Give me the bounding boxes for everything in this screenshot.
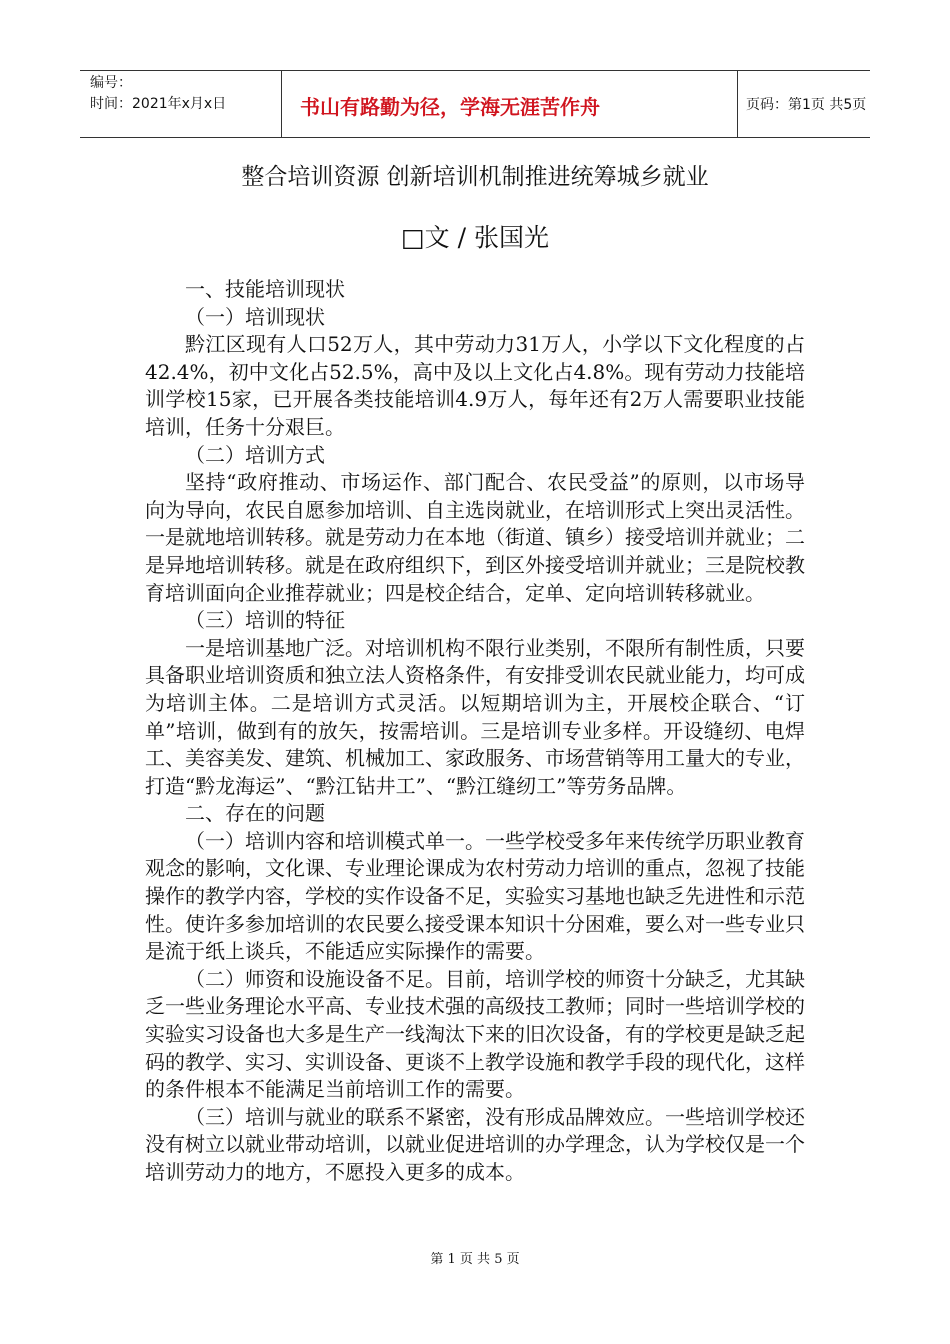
- body-paragraph: （二）师资和设施设备不足。目前，培训学校的师资十分缺乏，尤其缺乏一些业务理论水平高、专业技术强的高级技工教师；同时一些培训学校的实验实习设备也大多是生产一线淘汰下来的旧次设备，有的学校更是缺乏起码的教学、实习、实训设备、更谈不上教学设施和教学手段的现代化，这样的条件根本不能满足当前培训工作的需要。: [145, 966, 805, 1102]
- document-title: 整合培训资源 创新培训机制推进统筹城乡就业: [241, 164, 709, 190]
- page-header: [80, 70, 870, 138]
- document-time-label: 时间：2021年x月x日: [90, 96, 227, 112]
- subsection-heading: （一）培训现状: [185, 304, 325, 329]
- body-paragraph: 黔江区现有人口52万人，其中劳动力31万人，小学以下文化程度的占42.4%，初中文化占52.5%，高中及以上文化占4.8%。现有劳动力技能培训学校15家，已开展各类技能培训4.9万人，每年还有2万人需要职业技能培训，任务十分艰巨。: [145, 332, 805, 439]
- document-body: [145, 276, 805, 1187]
- body-paragraph: （一）培训内容和培训模式单一。一些学校受多年来传统学历职业教育观念的影响，文化课、专业理论课成为农村劳动力培训的重点，忽视了技能操作的教学内容，学校的实作设备不足，实验实习基地也缺乏先进性和示范性。使许多参加培训的农民要么接受课本知识十分困难，要么对一些专业只是流于纸上谈兵，不能适应实际操作的需要。: [145, 828, 805, 964]
- body-paragraph: （三）培训与就业的联系不紧密，没有形成品牌效应。一些培训学校还没有树立以就业带动培训，以就业促进培训的办学理念，认为学校仅是一个培训劳动力的地方，不愿投入更多的成本。: [145, 1104, 805, 1184]
- body-paragraph: 一是培训基地广泛。对培训机构不限行业类别，不限所有制性质，只要具备职业培训资质和独立法人资格条件，有安排受训农民就业能力，均可成为培训主体。二是培训方式灵活。以短期培训为主，开展校企联合、“订单”培训，做到有的放矢，按需培训。三是培训专业多样。开设缝纫、电焊工、美容美发、建筑、机械加工、家政服务、市场营销等用工量大的专业，打造“黔龙海运”、“黔江钻井工”、“黔江缝纫工”等劳务品牌。: [145, 635, 805, 798]
- section-heading: 二、存在的问题: [185, 801, 325, 826]
- document-author: □文 / 张国光: [401, 223, 549, 252]
- subsection-heading: （三）培训的特征: [185, 608, 345, 633]
- section-heading: 一、技能培训现状: [185, 277, 345, 301]
- page-footer: 第 1 页 共 5 页: [430, 1252, 520, 1267]
- document-number-label: 编号：: [90, 75, 132, 91]
- header-motto: 书山有路勤为径，学海无涯苦作舟: [300, 95, 600, 119]
- header-left-cell: [90, 73, 275, 115]
- subsection-heading: （二）培训方式: [185, 442, 325, 467]
- body-paragraph: 坚持“政府推动、市场运作、部门配合、农民受益”的原则，以市场导向为导向，农民自愿参加培训、自主选岗就业，在培训形式上突出灵活性。一是就地培训转移。就是劳动力在本地（街道、镇乡）接受培训并就业；二是异地培训转移。就是在政府组织下，到区外接受培训并就业；三是院校教育培训面向企业推荐就业；四是校企结合，定单、定向培训转移就业。: [145, 470, 805, 605]
- header-page-info: 页码：第1页 共5页: [746, 97, 867, 113]
- header-motto-cell: [281, 71, 738, 137]
